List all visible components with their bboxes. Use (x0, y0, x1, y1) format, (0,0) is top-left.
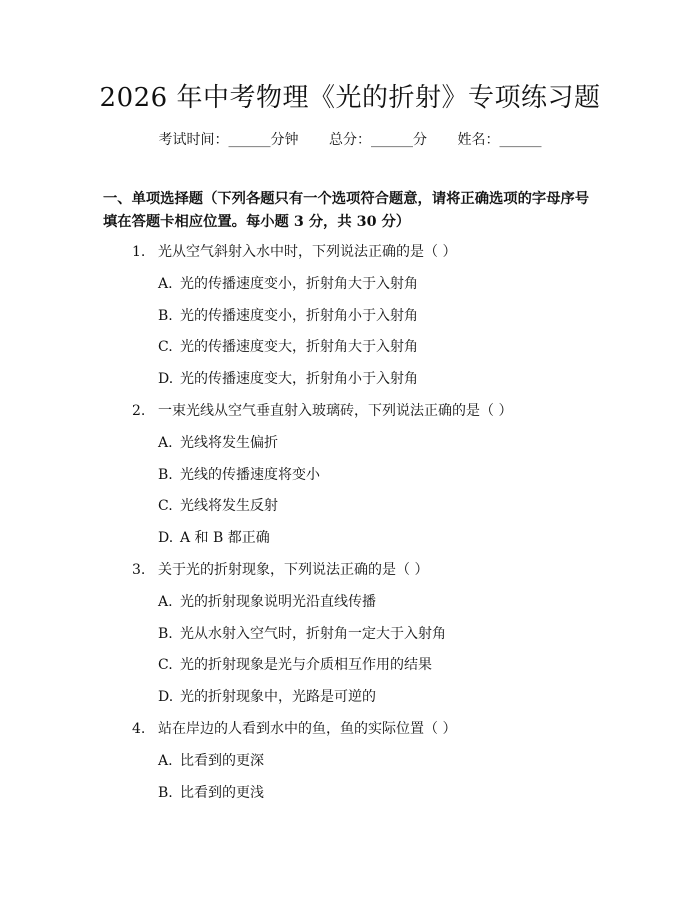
option-letter: C. (158, 657, 173, 674)
option-text: 光的传播速度变小，折射角小于入射角 (180, 307, 418, 324)
option-3b (0, 622, 700, 654)
option-2b (0, 463, 700, 495)
total-score-field: 总分：______分 (329, 132, 427, 148)
option-letter: A. (158, 752, 173, 769)
option-text: 光的传播速度变大，折射角小于入射角 (180, 371, 418, 388)
option-3c (0, 653, 700, 685)
option-letter: D. (158, 689, 174, 706)
option-2d (0, 526, 700, 558)
option-text: 光的折射现象中，光路是可逆的 (180, 689, 376, 706)
option-text: 光线将发生偏折 (180, 434, 278, 451)
question-4 (0, 717, 700, 749)
question-number: 3. (132, 561, 146, 578)
question-stem: 光从空气斜射入水中时，下列说法正确的是（ ） (158, 244, 457, 260)
option-2c (0, 494, 700, 526)
option-letter: C. (158, 498, 173, 515)
option-text: 比看到的更浅 (180, 784, 264, 801)
option-text: 光的折射现象说明光沿直线传播 (180, 593, 376, 610)
question-2 (0, 399, 700, 431)
exam-info-line (0, 129, 700, 151)
option-letter: B. (158, 307, 173, 324)
option-letter: A. (158, 593, 173, 610)
option-letter: C. (158, 339, 173, 356)
option-text: 光的折射现象是光与介质相互作用的结果 (180, 657, 432, 674)
option-1a (0, 272, 700, 304)
option-letter: D. (158, 530, 174, 547)
option-letter: A. (158, 275, 173, 292)
option-letter: B. (158, 625, 173, 642)
question-3 (0, 558, 700, 590)
option-1c (0, 335, 700, 367)
option-3a (0, 590, 700, 622)
option-text: 光线的传播速度将变小 (180, 466, 320, 483)
option-letter: B. (158, 784, 173, 801)
question-stem: 一束光线从空气垂直射入玻璃砖，下列说法正确的是（ ） (158, 402, 513, 419)
option-text: 比看到的更深 (180, 752, 264, 769)
question-stem: 关于光的折射现象，下列说法正确的是（ ） (158, 561, 429, 578)
option-text: 光的传播速度变小，折射角大于入射角 (180, 275, 418, 292)
student-name-field: 姓名：______ (457, 132, 542, 148)
option-text: 光线将发生反射 (180, 498, 278, 515)
option-1b (0, 304, 700, 336)
question-list (0, 240, 700, 812)
option-1d (0, 367, 700, 399)
option-2a (0, 431, 700, 463)
option-text: 光的传播速度变大，折射角大于入射角 (180, 339, 418, 356)
question-number: 1. (132, 244, 146, 260)
option-letter: B. (158, 466, 173, 483)
exam-time-field: 考试时间：______分钟 (158, 132, 299, 148)
option-4a (0, 749, 700, 781)
option-letter: D. (158, 371, 174, 388)
option-letter: A. (158, 434, 173, 451)
option-text: 光从水射入空气时，折射角一定大于入射角 (180, 625, 446, 642)
question-number: 2. (132, 402, 146, 419)
option-4b (0, 781, 700, 813)
option-text: A 和 B 都正确 (180, 530, 270, 547)
question-1 (0, 240, 700, 272)
section-heading: 一、单项选择题（下列各题只有一个选项符合题意，请将正确选项的字母序号填在答题卡相应位置。每小题 3 分，共 30 分） (103, 191, 590, 230)
page-title: 2026 年中考物理《光的折射》专项练习题 (99, 83, 601, 113)
question-number: 4. (132, 720, 146, 737)
question-stem: 站在岸边的人看到水中的鱼，鱼的实际位置（ ） (158, 720, 457, 737)
option-3d (0, 685, 700, 717)
